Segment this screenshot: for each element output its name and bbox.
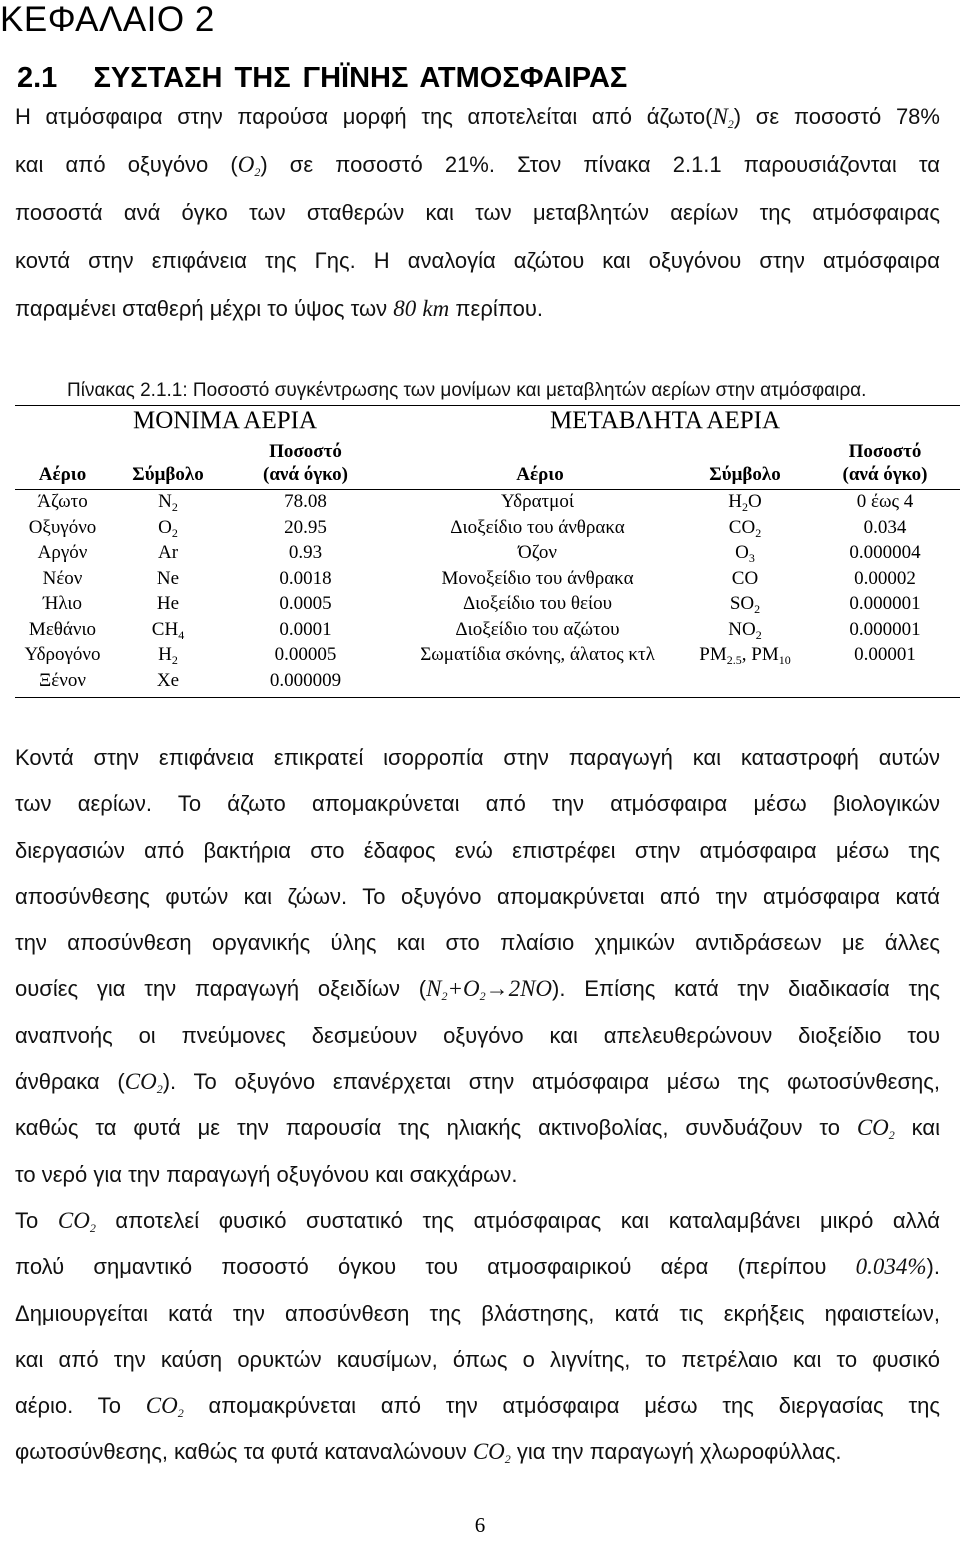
body-line: φωτοσύνθεσης, καθώς τα φυτά καταναλώνουν $CO_2$ για την παραγωγή χλωροφύλλας. xyxy=(15,1439,842,1467)
body-line: και από την καύση ορυκτών καυσίμων, όπως ο λιγνίτης, το πετρέλαιο και το φυσικό xyxy=(15,1346,940,1372)
variable-gas-cell: Διοξείδιο του αζώτου xyxy=(455,618,620,640)
variable-gas-cell: Υδρατμοί xyxy=(501,491,574,512)
body-line: αποσύνθεσης φυτών και ζώων. Το οξυγόνο απομακρύνεται από την ατμόσφαιρα κατά xyxy=(15,883,940,909)
permanent-percent-cell: 0.0001 xyxy=(279,618,332,640)
permanent-symbol-cell: $O_2$ xyxy=(158,516,178,540)
header-percent-variable-line2: (ανά όγκο) xyxy=(842,464,928,485)
intro-line: και από οξυγόνο $(O_2)$ σε ποσοστό 21%. Στον πίνακα 2.1.1 παρουσιάζονται τα xyxy=(15,152,940,179)
variable-gas-cell: Σωματίδια σκόνης, άλατος κτλ xyxy=(420,644,655,665)
section-heading: 2.1 ΣΥΣΤΑΣΗ ΤΗΣ ΓΗΪΝΗΣ ΑΤΜΟΣΦΑΙΡΑΣ xyxy=(17,62,628,94)
permanent-percent-cell: 0.00005 xyxy=(274,644,337,665)
body-line: Κοντά στην επιφάνεια επικρατεί ισορροπία στην παραγωγή και καταστροφή αυτών xyxy=(15,745,940,770)
permanent-percent-cell: 0.000009 xyxy=(269,669,342,691)
body-paragraphs xyxy=(15,735,940,1476)
permanent-percent-cell: 0.0005 xyxy=(279,593,332,614)
header-percent-permanent-line1: Ποσοστό xyxy=(269,441,342,462)
body-line: των αερίων. Το άζωτο απομακρύνεται από την ατμόσφαιρα μέσω βιολογικών xyxy=(15,791,940,817)
header-gas-permanent: Αέριο xyxy=(38,464,87,485)
variable-gas-cell: Διοξείδιο του θείου xyxy=(462,593,613,614)
body-line: διεργασιών από βακτήρια στο έδαφος ενώ επιστρέφει στην ατμόσφαιρα μέσω της xyxy=(15,837,940,863)
body-line: την αποσύνθεση οργανικής ύλης και στο πλαίσιο χημικών αντιδράσεων με άλλες xyxy=(15,930,940,956)
body-line: το νερό για την παραγωγή οξυγόνου και σακχάρων. xyxy=(15,1161,518,1187)
header-symbol-permanent: Σύμβολο xyxy=(132,464,204,485)
permanent-gas-cell: Νέον xyxy=(42,567,83,589)
permanent-symbol-cell: Ne xyxy=(156,567,180,589)
permanent-symbol-cell: $N_2$ xyxy=(158,491,178,514)
variable-percent-cell: 0.000001 xyxy=(849,618,921,640)
table-caption: Πίνακας 2.1.1: Ποσοστό συγκέντρωσης των μονίμων και μεταβλητών αερίων στην ατμόσφαιρα. xyxy=(67,380,867,401)
permanent-percent-cell: 0.93 xyxy=(288,542,323,563)
body-line: πολύ σημαντικό ποσοστό όγκου του ατμοσφαιρικού αέρα (περίπου 0.034%). xyxy=(15,1254,940,1280)
permanent-symbol-cell: Ar xyxy=(157,542,179,563)
group-heading-variable: ΜΕΤΑΒΛΗΤΑ ΑΕΡΙΑ xyxy=(549,407,781,434)
permanent-percent-cell: 0.0018 xyxy=(279,567,332,589)
permanent-gas-cell: Μεθάνιο xyxy=(28,618,97,640)
permanent-gas-cell: Υδρογόνο xyxy=(24,644,101,665)
intro-line: ποσοστά ανά όγκο των σταθερών και των μεταβλητών αερίων της ατμόσφαιρας xyxy=(15,200,940,225)
variable-symbol-cell: $O_3$ xyxy=(735,542,755,565)
header-gas-variable: Αέριο xyxy=(516,464,564,485)
permanent-symbol-cell: Xe xyxy=(156,669,180,691)
permanent-gas-cell: Ξένον xyxy=(39,669,86,691)
chapter-title: ΚΕΦΑΛΑΙΟ 2 xyxy=(0,0,215,39)
body-line: καθώς τα φυτά με την παρουσία της ηλιακής ακτινοβολίας, συνδυάζουν το $CO_2$ και xyxy=(15,1115,940,1143)
permanent-gas-cell: Αργόν xyxy=(37,542,88,563)
table-bottom-rule xyxy=(15,697,960,698)
variable-symbol-cell: $H_2O$ xyxy=(728,491,762,514)
variable-gas-cell: Μονοξείδιο του άνθρακα xyxy=(441,567,634,589)
header-percent-permanent-line2: (ανά όγκο) xyxy=(263,464,348,485)
permanent-percent-cell: 20.95 xyxy=(284,516,327,538)
body-line: Το $CO_2$ αποτελεί φυσικό συστατικό της ατμόσφαιρας και καταλαμβάνει μικρό αλλά xyxy=(15,1207,940,1235)
variable-percent-cell: 0.00001 xyxy=(854,644,916,665)
permanent-gas-cell: Άζωτο xyxy=(37,491,88,512)
intro-line: κοντά στην επιφάνεια της Γης. Η αναλογία αζώτου και οξυγόνου στην ατμόσφαιρα xyxy=(15,248,940,273)
variable-symbol-cell: CO xyxy=(731,567,759,589)
intro-line: παραμένει σταθερή μέχρι το ύψος των 80 km περίπου. xyxy=(15,296,543,321)
permanent-gas-cell: Ήλιο xyxy=(43,593,82,614)
variable-symbol-cell: $SO_2$ xyxy=(729,593,761,616)
header-symbol-variable: Σύμβολο xyxy=(709,464,781,485)
intro-paragraph xyxy=(15,93,940,333)
permanent-symbol-cell: $H_2$ xyxy=(158,644,178,667)
variable-gas-cell: Όζον xyxy=(518,542,557,563)
permanent-percent-cell: 78.08 xyxy=(284,491,327,512)
page-number: 6 xyxy=(474,1513,486,1537)
body-line: Δημιουργείται κατά την αποσύνθεση της βλάστησης, κατά τις εκρήξεις ηφαιστείων, xyxy=(15,1300,940,1326)
variable-percent-cell: 0.00002 xyxy=(854,567,916,589)
variable-percent-cell: 0.034 xyxy=(863,516,907,538)
group-heading-permanent: ΜΟΝΙΜΑ ΑΕΡΙΑ xyxy=(132,407,318,434)
variable-gas-cell: Διοξείδιο του άνθρακα xyxy=(450,516,625,538)
permanent-symbol-cell: $CH_4$ xyxy=(151,618,185,642)
body-line: αέριο. Το $CO_2$ απομακρύνεται από την ατμόσφαιρα μέσω της διεργασίας της xyxy=(15,1393,940,1421)
variable-percent-cell: 0.000004 xyxy=(849,542,921,563)
permanent-symbol-cell: He xyxy=(156,593,180,614)
variable-symbol-cell: $CO_2$ xyxy=(728,516,762,540)
body-line: ουσίες για την παραγωγή οξειδίων $(N_2+O_2\to 2NO)$. Επίσης κατά την διαδικασία της xyxy=(15,976,940,1004)
header-percent-variable-line1: Ποσοστό xyxy=(848,441,922,462)
permanent-gas-cell: Οξυγόνο xyxy=(28,516,97,538)
body-line: άνθρακα $(CO_2)$. Το οξυγόνο επανέρχεται στην ατμόσφαιρα μέσω της φωτοσύνθεσης, xyxy=(15,1069,940,1097)
variable-symbol-cell: $PM_{2.5}$, $PM_{10}$ xyxy=(699,644,791,667)
variable-percent-cell: 0 έως 4 xyxy=(856,491,914,512)
variable-symbol-cell: $NO_2$ xyxy=(728,618,762,642)
intro-line: Η ατμόσφαιρα στην παρούσα μορφή της αποτελείται από $ά\zeta\omega\tau o(N_2)$ σε ποσοστό 78% xyxy=(15,104,940,131)
body-line: αναπνοής οι πνεύμονες δεσμεύουν οξυγόνο και απελευθερώνουν διοξείδιο του xyxy=(15,1022,940,1048)
variable-percent-cell: 0.000001 xyxy=(849,593,921,614)
